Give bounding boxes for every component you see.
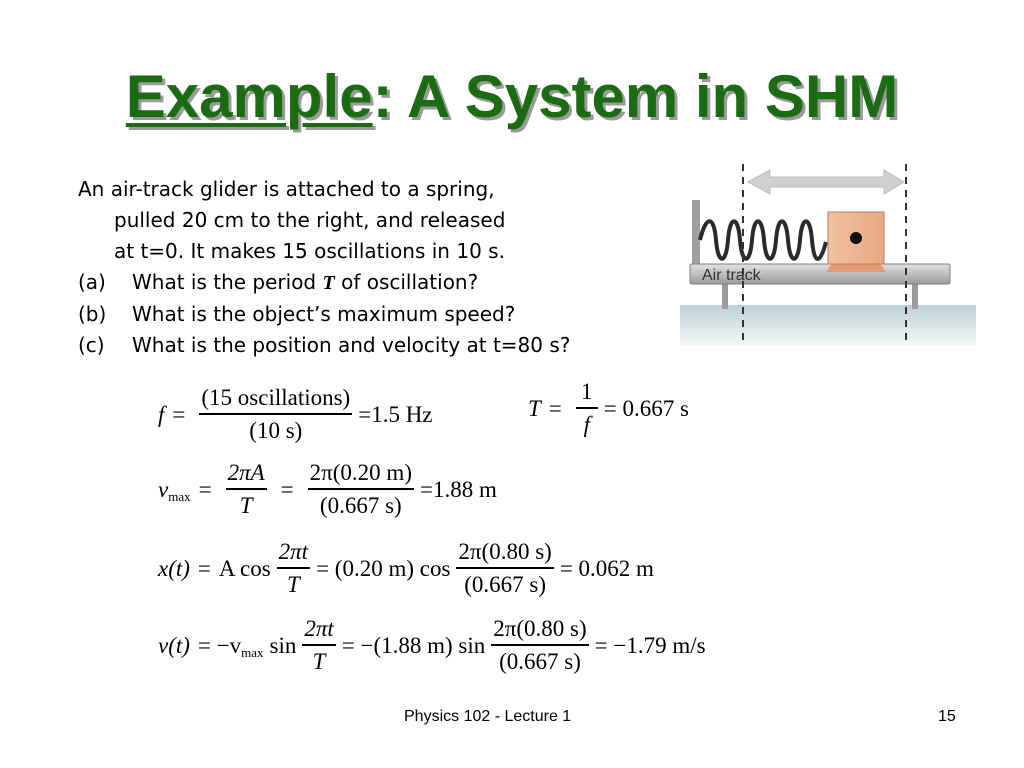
eq3-denominator-2: (0.667 s) [319, 492, 402, 518]
question-b-text: What is the object’s maximum speed? [132, 302, 516, 326]
eq5-denominator-2: (0.667 s) [499, 648, 581, 674]
eq5-fraction-2 [491, 614, 588, 678]
equation-frequency [158, 383, 433, 447]
eq3-numerator-2: 2π(0.20 m) [309, 460, 412, 485]
eq1-equals: = [172, 401, 186, 427]
eq5-middle-term: = −(1.88 m) sin [341, 632, 486, 658]
eq3-numerator-1: 2πA [227, 460, 265, 485]
eq3-subscript: max [168, 488, 191, 504]
eq1-numerator: (15 oscillations) [201, 385, 351, 410]
eq4-middle-term: = (0.20 m) cos [316, 555, 451, 581]
eq5-numerator-2: 2π(0.80 s) [493, 616, 587, 641]
track-leg-left [722, 283, 728, 309]
eq3-result: =1.88 m [419, 476, 497, 502]
eq1-lhs: f [158, 401, 165, 427]
problem-line-1: An air-track glider is attached to a spring, [78, 177, 495, 201]
left-wall [692, 200, 700, 270]
question-a-pre: What is the period [132, 270, 323, 294]
eq2-numerator: 1 [581, 379, 593, 404]
eq1-denominator: (10 s) [249, 417, 303, 443]
problem-statement [78, 174, 678, 361]
footer-page-number: 15 [938, 708, 956, 725]
eq4-denominator-1: T [286, 571, 300, 597]
title-rest: : A System in SHM [372, 63, 899, 130]
footer-course: Physics 102 - Lecture 1 [404, 708, 572, 725]
question-b-label: (b) [78, 302, 107, 326]
eq3-lhs: v [158, 476, 169, 502]
question-c-label: (c) [78, 333, 105, 357]
problem-line-3: at t=0. It makes 15 oscillations in 10 s. [114, 239, 505, 263]
eq2-equals: = [548, 395, 562, 421]
eq2-lhs: T [528, 395, 541, 421]
eq5-fraction-1 [302, 614, 335, 678]
eq3-fraction-1 [226, 458, 267, 522]
eq4-equals: = [197, 555, 211, 581]
eq4-fraction-1 [277, 537, 310, 601]
eq2-fraction [576, 377, 598, 441]
spring-icon [700, 221, 826, 259]
glider-dot [850, 232, 862, 244]
equation-max-speed [158, 458, 497, 522]
eq3-denominator-1: T [239, 492, 253, 518]
air-track-figure [680, 160, 976, 345]
eq4-numerator-2: 2π(0.80 s) [458, 539, 552, 564]
slide-title [0, 62, 1024, 132]
problem-line-2: pulled 20 cm to the right, and released [114, 208, 506, 232]
question-a-post: of oscillation? [334, 270, 479, 294]
question-a-label: (a) [78, 270, 106, 294]
track-leg-right [912, 283, 918, 309]
eq5-mid: sin [269, 632, 297, 658]
eq5-equals: = −v [197, 632, 242, 658]
question-b [78, 299, 678, 330]
eq2-denominator: f [583, 411, 590, 437]
eq5-numerator-1: 2πt [304, 616, 334, 641]
eq4-mid: A cos [218, 555, 271, 581]
eq5-denominator-1: T [312, 648, 326, 674]
eq3-equals-1: = [198, 476, 212, 502]
equation-velocity [158, 614, 706, 678]
eq5-lhs: v(t) [158, 632, 190, 658]
eq3-equals-2: = [280, 476, 294, 502]
eq4-result: = 0.062 m [559, 555, 654, 581]
eq4-denominator-2: (0.667 s) [464, 571, 546, 597]
question-c [78, 330, 678, 361]
eq4-lhs: x(t) [158, 555, 190, 581]
eq3-fraction-2 [308, 458, 414, 522]
equation-position [158, 537, 654, 601]
question-c-text: What is the position and velocity at t=80 s? [132, 333, 571, 357]
period-symbol: T [322, 272, 335, 294]
eq1-result: =1.5 Hz [358, 401, 433, 427]
floor-shading [680, 305, 976, 345]
eq2-result: = 0.667 s [603, 395, 689, 421]
eq5-result: = −1.79 m/s [594, 632, 706, 658]
eq5-subscript: max [241, 644, 264, 660]
double-arrow-icon [748, 170, 904, 194]
eq4-numerator-1: 2πt [278, 539, 309, 564]
equation-period [528, 377, 689, 441]
eq1-fraction [199, 383, 352, 447]
title-example: Example [125, 63, 373, 130]
question-a [78, 267, 678, 299]
air-track-label: Air track [702, 267, 761, 284]
eq4-fraction-2 [456, 537, 553, 601]
